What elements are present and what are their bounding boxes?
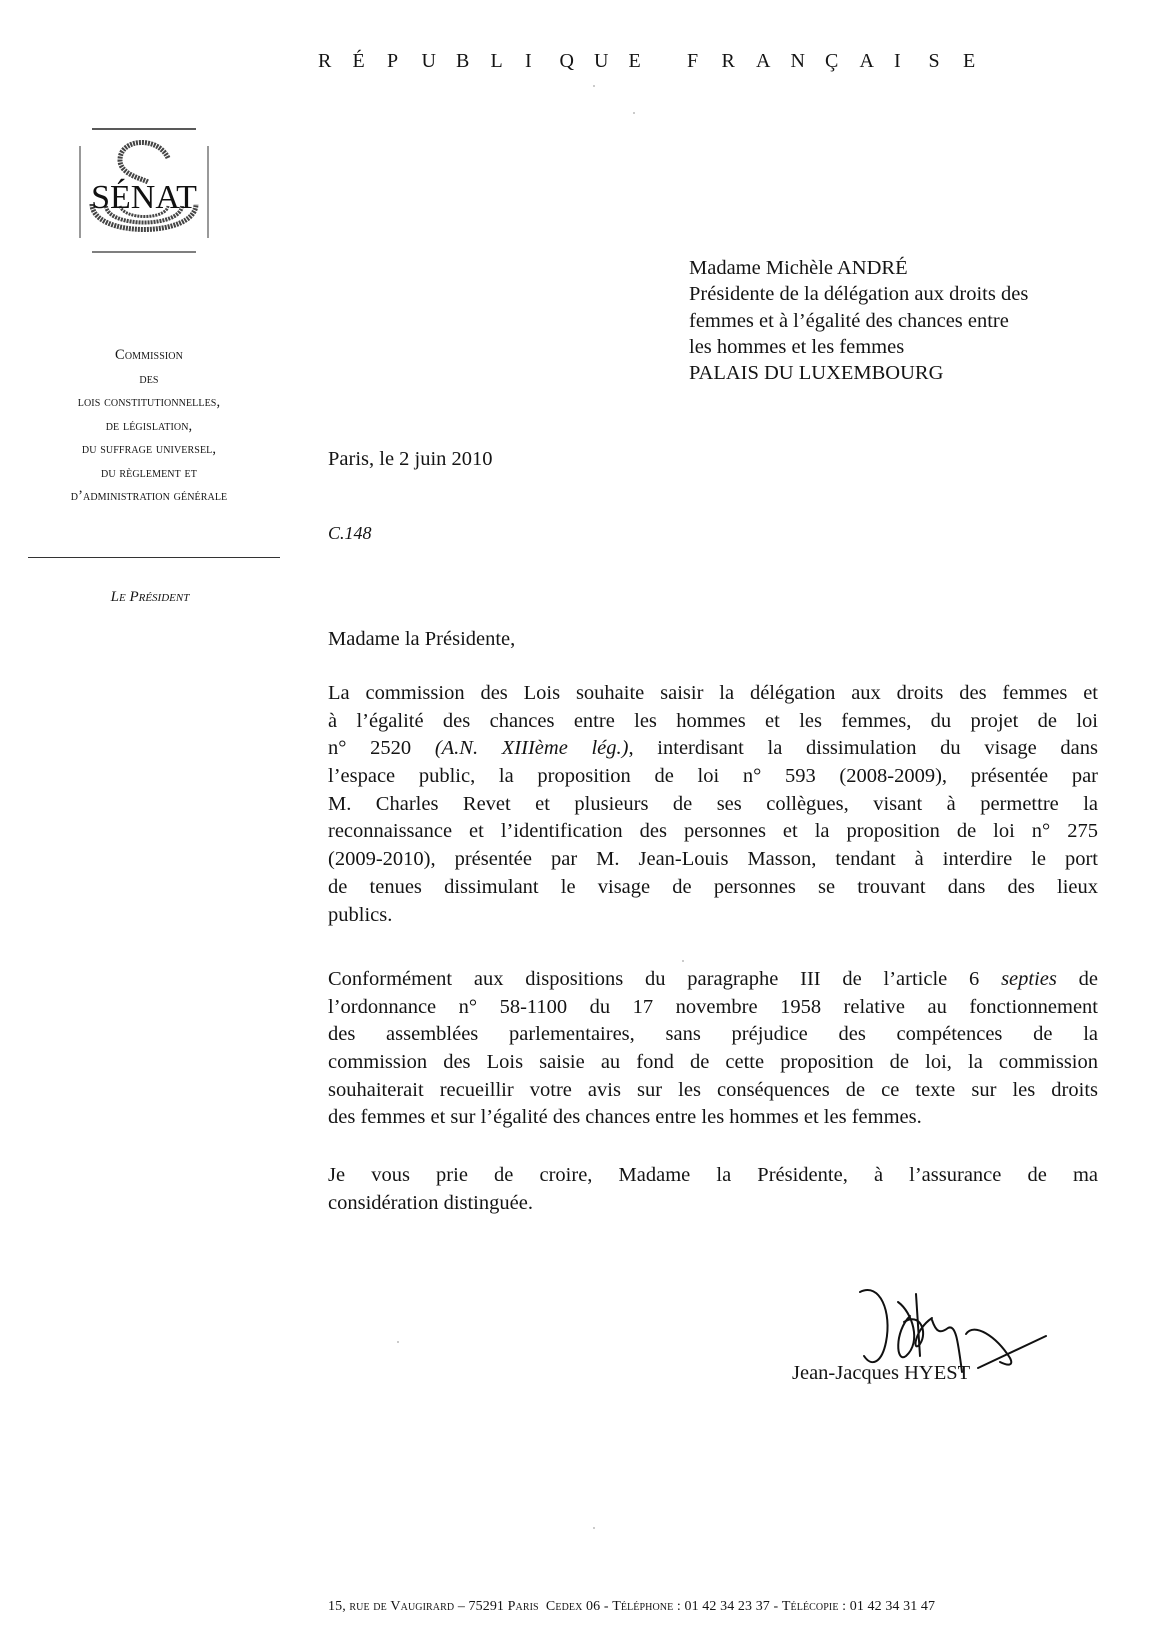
heading-letter: É — [352, 50, 365, 72]
letter-reference: C.148 — [328, 523, 372, 543]
heading-letter: N — [790, 50, 805, 72]
heading-letter: A — [859, 50, 874, 72]
senat-logo — [78, 126, 210, 256]
heading-letter — [663, 50, 687, 73]
commission-line: du règlement et — [101, 464, 197, 481]
letter-date: Paris, le 2 juin 2010 — [328, 448, 493, 470]
heading-letter: Q — [559, 50, 574, 72]
scan-speck — [397, 1341, 399, 1343]
heading-letter: S — [928, 50, 940, 72]
heading-letter: U — [421, 50, 436, 72]
recipient-line: femmes et à l’égalité des chances entre — [689, 309, 1009, 332]
footer-part: : 01 42 34 23 37 - — [673, 1599, 782, 1614]
footer-part: : 01 42 34 31 47 — [838, 1599, 936, 1614]
heading-letter: I — [525, 50, 532, 72]
scan-speck — [593, 85, 595, 87]
footer-part — [539, 1599, 546, 1614]
commission-line: de législation, — [105, 417, 193, 434]
footer-part: 06 - — [582, 1599, 613, 1614]
republique-francaise-heading — [318, 50, 1078, 73]
recipient-line: Madame Michèle ANDRÉ — [689, 257, 908, 279]
scan-speck — [593, 1527, 595, 1529]
heading-letter: Ç — [825, 50, 839, 72]
paragraph-line: Conformément aux dispositions du paragraphe III de l’article 6 septies de — [328, 968, 1098, 990]
heading-letter: E — [963, 50, 976, 72]
paragraph-2 — [328, 966, 1098, 1132]
paragraph-line: Je vous prie de croire, Madame la Présidente, à l’assurance de ma — [328, 1164, 1098, 1186]
footer-part: Télécopie — [781, 1599, 839, 1614]
heading-letter: A — [756, 50, 771, 72]
paragraph-line: (2009-2010), présentée par M. Jean-Louis Masson, tendant à interdire le port — [328, 848, 1098, 871]
paragraph-line: des assemblées parlementaires, sans préjudice des compétences de la — [328, 1023, 1098, 1046]
heading-letter: U — [594, 50, 609, 72]
recipient-line: les hommes et les femmes — [689, 335, 905, 358]
heading-letter: B — [456, 50, 470, 72]
heading-letter: R — [318, 50, 332, 72]
footer-part: rue de Vaugirard — [349, 1599, 455, 1614]
paragraph-line: l’espace public, la proposition de loi n° 593 (2008-2009), présentée par — [328, 765, 1098, 788]
paragraph-line: à l’égalité des chances entre les hommes et les femmes, du projet de loi — [328, 709, 1098, 732]
commission-line: du suffrage universel, — [81, 441, 217, 457]
president-title: Le Président — [110, 589, 190, 605]
paragraph-line: souhaiterait recueillir votre avis sur les conséquences de ce texte sur les droits — [328, 1078, 1098, 1101]
paragraph-line: considération distinguée. — [328, 1191, 533, 1214]
signer-name: Jean-Jacques HYEST — [792, 1362, 971, 1384]
paragraph-line: des femmes et sur l’égalité des chances entre les hommes et les femmes. — [328, 1106, 922, 1129]
logo-text: SÉNAT — [91, 179, 197, 216]
scan-speck — [633, 112, 635, 114]
footer-part: Paris — [507, 1599, 539, 1614]
paragraph-3 — [328, 1162, 1098, 1217]
recipient-line: PALAIS DU LUXEMBOURG — [689, 362, 944, 385]
paragraph-line: de tenues dissimulant le visage de personnes se trouvant dans des lieux — [328, 875, 1098, 898]
paragraph-line: l’ordonnance n° 58-1100 du 17 novembre 1958 relative au fonctionnement — [328, 995, 1098, 1018]
paragraph-line: n° 2520 (A.N. XIIIème lég.), interdisant la dissimulation du visage dans — [328, 737, 1098, 760]
commission-line: Commission — [115, 347, 183, 363]
footer-part: 15, — [328, 1599, 350, 1614]
paragraph-line: reconnaissance et l’identification des personnes et la proposition de loi n° 275 — [328, 820, 1098, 843]
recipient-address — [689, 255, 1028, 386]
paragraph-line: commission des Lois saisie au fond de cette proposition de loi, la commission — [328, 1051, 1098, 1074]
footer-address — [328, 1599, 935, 1615]
commission-name — [18, 344, 280, 509]
sidebar-divider — [28, 557, 280, 558]
heading-letter: I — [894, 50, 901, 72]
heading-letter: E — [628, 50, 641, 72]
footer-part: Téléphone — [612, 1599, 674, 1614]
heading-letter: P — [387, 50, 399, 72]
footer-part: Cedex — [545, 1599, 583, 1614]
commission-line: d’administration générale — [70, 488, 228, 504]
paragraph-1 — [328, 680, 1098, 929]
senat-emblem-icon — [78, 126, 210, 256]
footer-part: – 75291 — [454, 1599, 508, 1614]
paragraph-line: La commission des Lois souhaite saisir la délégation aux droits des femmes et — [328, 682, 1098, 704]
paragraph-line: M. Charles Revet et plusieurs de ses collègues, visant à permettre la — [328, 792, 1098, 815]
heading-letter: L — [490, 50, 503, 72]
heading-letter: F — [687, 50, 699, 72]
commission-line: des — [139, 370, 159, 387]
commission-line: lois constitutionnelles, — [77, 394, 221, 410]
heading-letter: R — [721, 50, 735, 72]
recipient-line: Présidente de la délégation aux droits des — [689, 283, 1029, 306]
paragraph-line: publics. — [328, 903, 393, 926]
scan-speck — [682, 960, 684, 962]
salutation: Madame la Présidente, — [328, 628, 516, 650]
